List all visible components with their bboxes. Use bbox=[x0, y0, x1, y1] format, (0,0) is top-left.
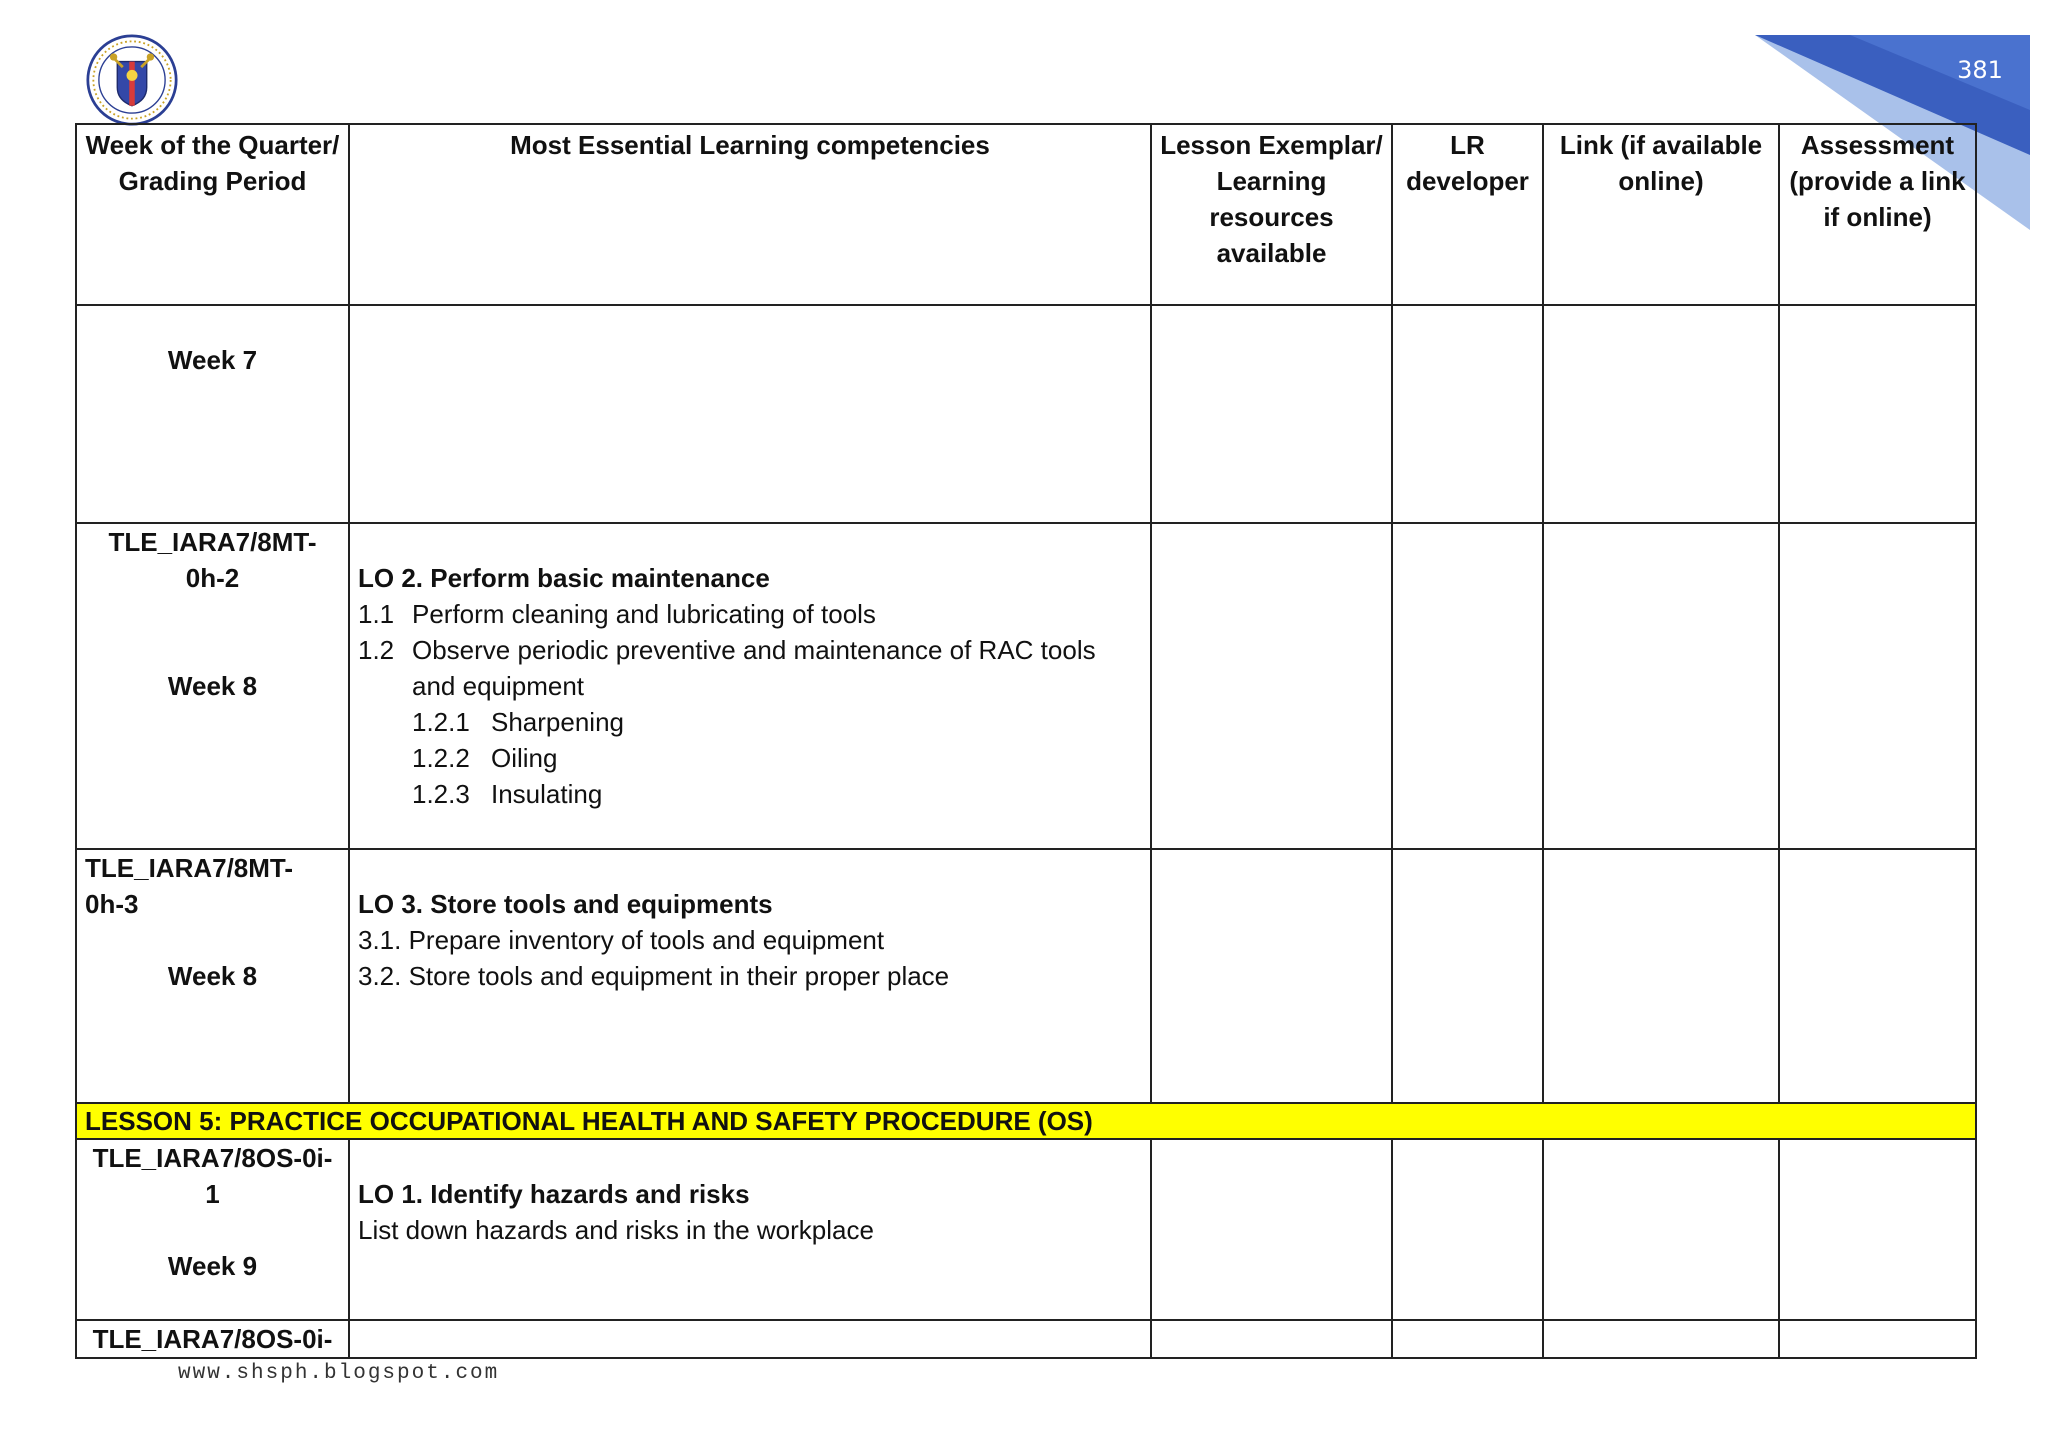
list-subitem: 1.2.3 Insulating bbox=[412, 779, 603, 809]
lr-cell bbox=[1392, 523, 1543, 849]
lesson-cell bbox=[1151, 1139, 1392, 1320]
table-row bbox=[76, 523, 1976, 849]
assessment-cell bbox=[1779, 523, 1976, 849]
list-subitem: 1.2.2 Oiling bbox=[412, 743, 558, 773]
list-item: 3.1. Prepare inventory of tools and equipment bbox=[358, 925, 885, 955]
lesson-title: LESSON 5: PRACTICE OCCUPATIONAL HEALTH AND SAFETY PROCEDURE (OS) bbox=[76, 1103, 1976, 1139]
lr-cell bbox=[1392, 1320, 1543, 1358]
list-item: 3.2. Store tools and equipment in their proper place bbox=[358, 961, 950, 991]
week-label: Week 8 bbox=[167, 671, 258, 701]
list-item: 1.1 Perform cleaning and lubricating of tools bbox=[358, 599, 876, 629]
link-cell bbox=[1543, 305, 1779, 523]
header-assessment: Assessment (provide a link if online) bbox=[1779, 124, 1976, 305]
table-row bbox=[76, 1139, 1976, 1320]
assessment-cell bbox=[1779, 1320, 1976, 1358]
header-melc: Most Essential Learning competencies bbox=[349, 124, 1151, 305]
assessment-cell bbox=[1779, 1139, 1976, 1320]
lesson-cell bbox=[1151, 305, 1392, 523]
link-cell bbox=[1543, 1320, 1779, 1358]
link-cell bbox=[1543, 1139, 1779, 1320]
header-week: Week of the Quarter/ Grading Period bbox=[76, 124, 349, 305]
melc-cell bbox=[349, 523, 1151, 849]
list-item: 1.2 Observe periodic preventive and maintenance of RAC tools and equipment bbox=[358, 635, 1096, 701]
deped-seal-icon bbox=[86, 34, 178, 126]
table-row bbox=[76, 1320, 1976, 1358]
melc-cell bbox=[349, 1320, 1151, 1358]
lo-title: LO 2. Perform basic maintenance bbox=[358, 563, 770, 593]
table-row bbox=[76, 849, 1976, 1103]
lesson-cell bbox=[1151, 1320, 1392, 1358]
week-label: Week 8 bbox=[167, 961, 258, 991]
week-cell bbox=[76, 849, 349, 1103]
lr-cell bbox=[1392, 305, 1543, 523]
link-cell bbox=[1543, 523, 1779, 849]
lr-cell bbox=[1392, 1139, 1543, 1320]
link-cell bbox=[1543, 849, 1779, 1103]
week-cell bbox=[76, 1139, 349, 1320]
assessment-cell bbox=[1779, 305, 1976, 523]
lesson-header-row bbox=[76, 1103, 1976, 1139]
melc-cell bbox=[349, 305, 1151, 523]
assessment-cell bbox=[1779, 849, 1976, 1103]
melc-cell bbox=[349, 849, 1151, 1103]
list-subitem: 1.2.1 Sharpening bbox=[412, 707, 624, 737]
footer-url: www.shsph.blogspot.com bbox=[178, 1362, 500, 1385]
melc-table bbox=[75, 123, 1977, 1359]
melc-cell bbox=[349, 1139, 1151, 1320]
list-item: List down hazards and risks in the workplace bbox=[358, 1215, 874, 1245]
lesson-cell bbox=[1151, 523, 1392, 849]
lo-title: LO 3. Store tools and equipments bbox=[358, 889, 773, 919]
header-lr-developer: LR developer bbox=[1392, 124, 1543, 305]
table-row bbox=[76, 305, 1976, 523]
page-number: 381 bbox=[1957, 56, 2003, 84]
header-row bbox=[76, 124, 1976, 305]
competency-code: TLE_IARA7/8OS-0i- 1 bbox=[92, 1143, 333, 1209]
week-cell bbox=[76, 305, 349, 523]
competency-code: TLE_IARA7/8MT- 0h-3 bbox=[85, 853, 294, 919]
week-label: Week 9 bbox=[167, 1251, 258, 1281]
header-lesson-exemplar: Lesson Exemplar/ Learning resources available bbox=[1151, 124, 1392, 305]
week-cell bbox=[76, 523, 349, 849]
week-label: Week 7 bbox=[167, 345, 258, 375]
header-link: Link (if available online) bbox=[1543, 124, 1779, 305]
competency-code: TLE_IARA7/8MT- 0h-2 bbox=[108, 527, 317, 593]
week-cell bbox=[76, 1320, 349, 1358]
competency-code: TLE_IARA7/8OS-0i- bbox=[92, 1324, 333, 1354]
lo-title: LO 1. Identify hazards and risks bbox=[358, 1179, 750, 1209]
lesson-cell bbox=[1151, 849, 1392, 1103]
lr-cell bbox=[1392, 849, 1543, 1103]
